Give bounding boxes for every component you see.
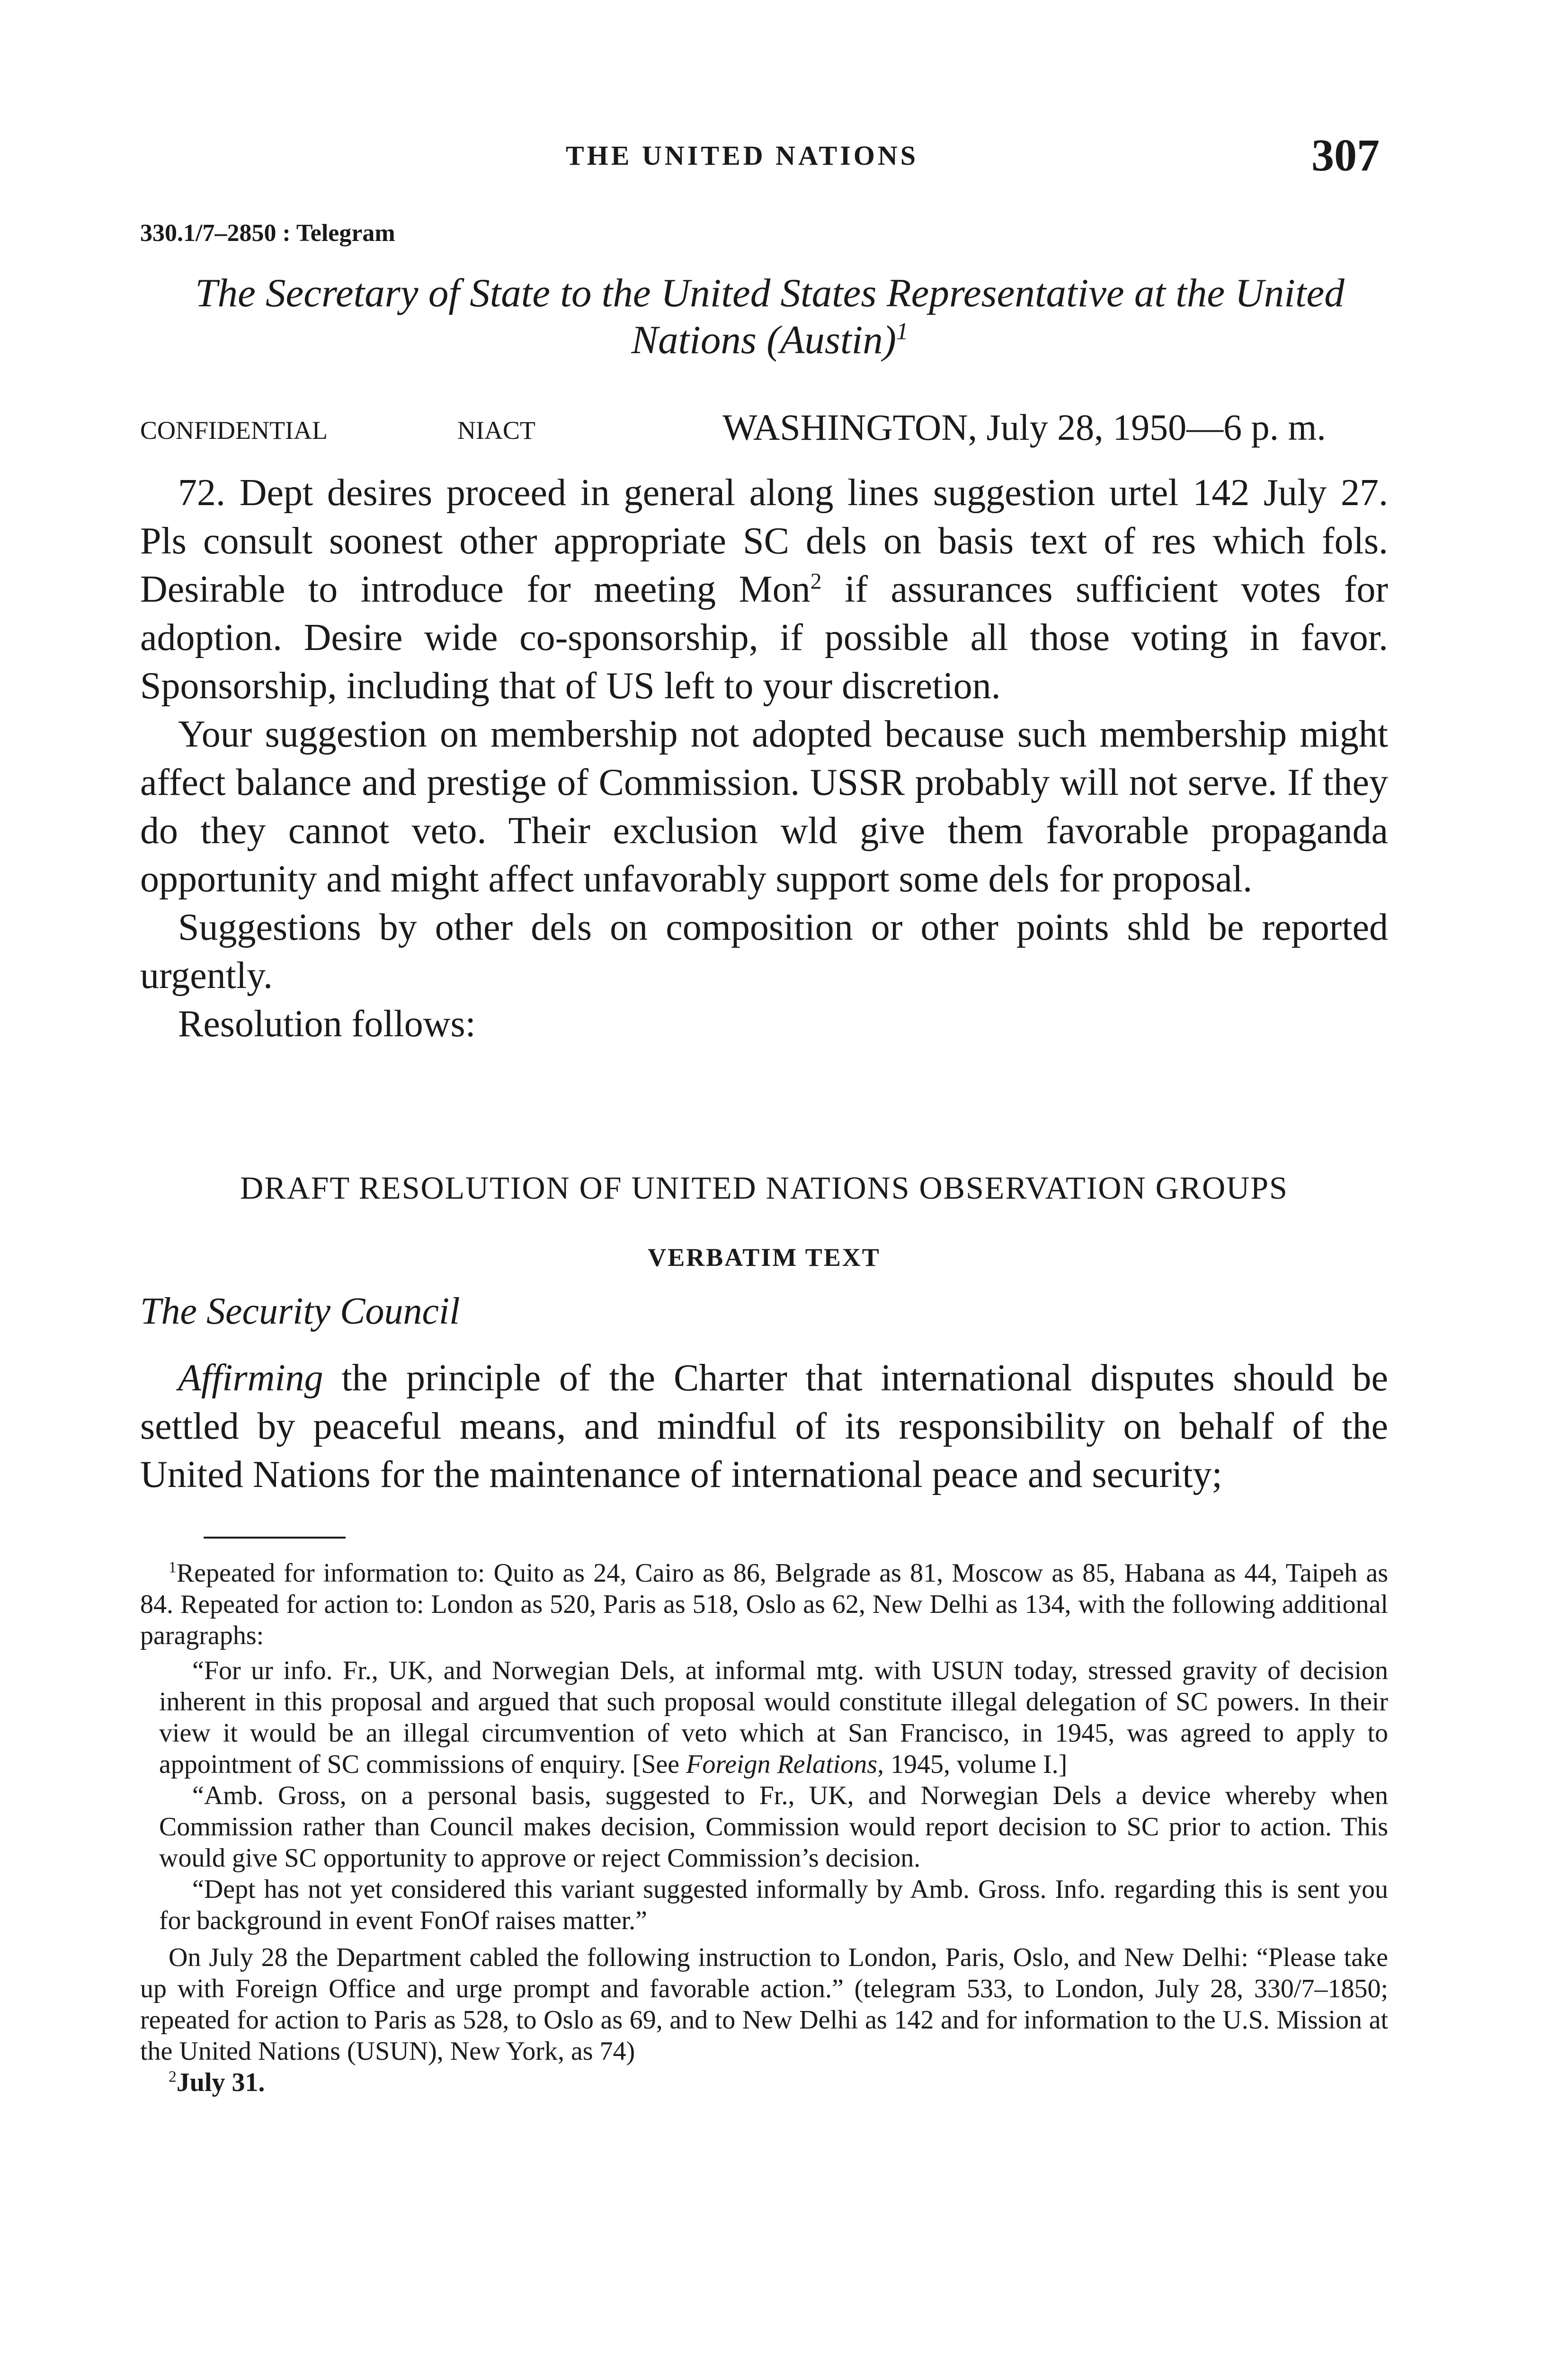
- affirming-paragraph: [140, 1354, 1388, 1499]
- document-title: [140, 270, 1399, 364]
- classification: CONFIDENTIAL: [140, 416, 328, 445]
- footnote-2: [140, 2067, 1388, 2098]
- draft-resolution-heading: DRAFT RESOLUTION OF UNITED NATIONS OBSERVATION GROUPS: [240, 1170, 1288, 1206]
- quote-1-citation: Foreign Relations,: [686, 1750, 884, 1779]
- paragraph-3: Suggestions by other dels on composition or other points shld be reported urgently.: [140, 907, 1388, 997]
- classification-line: [140, 406, 1399, 454]
- quote-1-a: “For ur info. Fr., UK, and Norwegian Dels, at informal mtg. with USUN today, stressed gravity of decision inherent in this proposal and argued that such proposal would constitute illegal delegation of SC powers. In their view it would be an illegal circumvention of veto which at San Francisco, in 1945, was agreed to apply to appointment of SC commissions of enquiry. [See: [159, 1656, 1388, 1779]
- paragraph-1-b: if assurances sufficient votes for adoption. Desire wide co-sponsorship, if possible all those voting in favor. Sponsorship, including that of US left to your discretion.: [140, 569, 1388, 707]
- footnote-1-quote-3: “Dept has not yet considered this variant suggested informally by Amb. Gross. Info. regarding this is sent you for background in event FonOf raises matter.”: [159, 1875, 1388, 1935]
- footnote-1-quote-2: “Amb. Gross, on a personal basis, suggested to Fr., UK, and Norwegian Dels a device whereby when Commission rather than Council makes decision, Commission would report decision to SC prior to action. This would give SC opportunity to approve or reject Commission’s decision.: [159, 1781, 1388, 1873]
- page-number: 307: [1311, 130, 1380, 180]
- running-title: THE UNITED NATIONS: [566, 140, 919, 171]
- paragraph-2: Your suggestion on membership not adopted because such membership might affect balance and prestige of Commission. USSR probably will not serve. If they do they cannot veto. Their exclusion wld give them favorable propaganda opportunity and might affect unfavorably support some dels for proposal.: [140, 713, 1388, 900]
- resolution-body: [140, 1354, 1388, 1499]
- document-title-text: The Secretary of State to the United States Representative at the United Nations (Austin): [195, 271, 1345, 363]
- footnote-1-tail: On July 28 the Department cabled the following instruction to London, Paris, Oslo, and New Delhi: “Please take up with Foreign Office and urge prompt and favorable action.” (telegram 533, to London, July 28, 330/7–1850; repeated for action to Paris as 528, to Oslo as 69, and to New Delhi as 142 and for information to the U.S. Mission at the United Nations (USUN), New York, as 74): [140, 1943, 1388, 2066]
- footnote-ref-2: 2: [810, 569, 822, 594]
- footnote-1-intro: Repeated for information to: Quito as 24, Cairo as 86, Belgrade as 81, Moscow as 85, Habana as 44, Taipeh as 84. Repeated for action to: London as 520, Paris as 518, Oslo as 62, New Delhi as 134, with the following additional paragraphs:: [140, 1558, 1388, 1650]
- paragraph-1-a: 72. Dept desires proceed in general along lines suggestion urtel 142 July 27. Pls consult soonest other appropriate SC dels on basis text of res which fols. Desirable to introduce for meeting Mon: [140, 472, 1388, 610]
- dateline: WASHINGTON, July 28, 1950—6 p. m.: [722, 407, 1326, 448]
- security-council-heading: The Security Council: [140, 1290, 460, 1332]
- telegram-body: [140, 469, 1388, 1048]
- footnote-2-text: July 31.: [176, 2068, 265, 2097]
- verbatim-label: VERBATIM TEXT: [648, 1243, 881, 1272]
- footnote-1-mark: 1: [169, 1558, 177, 1576]
- footnote-1-quote-1: [159, 1655, 1388, 1780]
- paragraph-1: [140, 469, 1388, 710]
- quote-1-b: 1945, volume I.]: [884, 1750, 1068, 1779]
- footnote-2-mark: 2: [169, 2068, 177, 2086]
- footnote-rule: [204, 1537, 346, 1539]
- file-reference: 330.1/7–2850 : Telegram: [140, 220, 395, 247]
- affirming-lead: Affirming: [178, 1357, 323, 1399]
- precedence: NIACT: [457, 416, 535, 445]
- footnotes: [140, 1557, 1388, 2098]
- paragraph-4: Resolution follows:: [178, 1003, 476, 1045]
- footnote-ref-1: 1: [896, 319, 909, 346]
- footnote-1: [140, 1557, 1388, 1651]
- affirming-text: the principle of the Charter that international disputes should be settled by peaceful means, and mindful of its responsibility on behalf of the United Nations for the maintenance of international peace and security;: [140, 1357, 1388, 1495]
